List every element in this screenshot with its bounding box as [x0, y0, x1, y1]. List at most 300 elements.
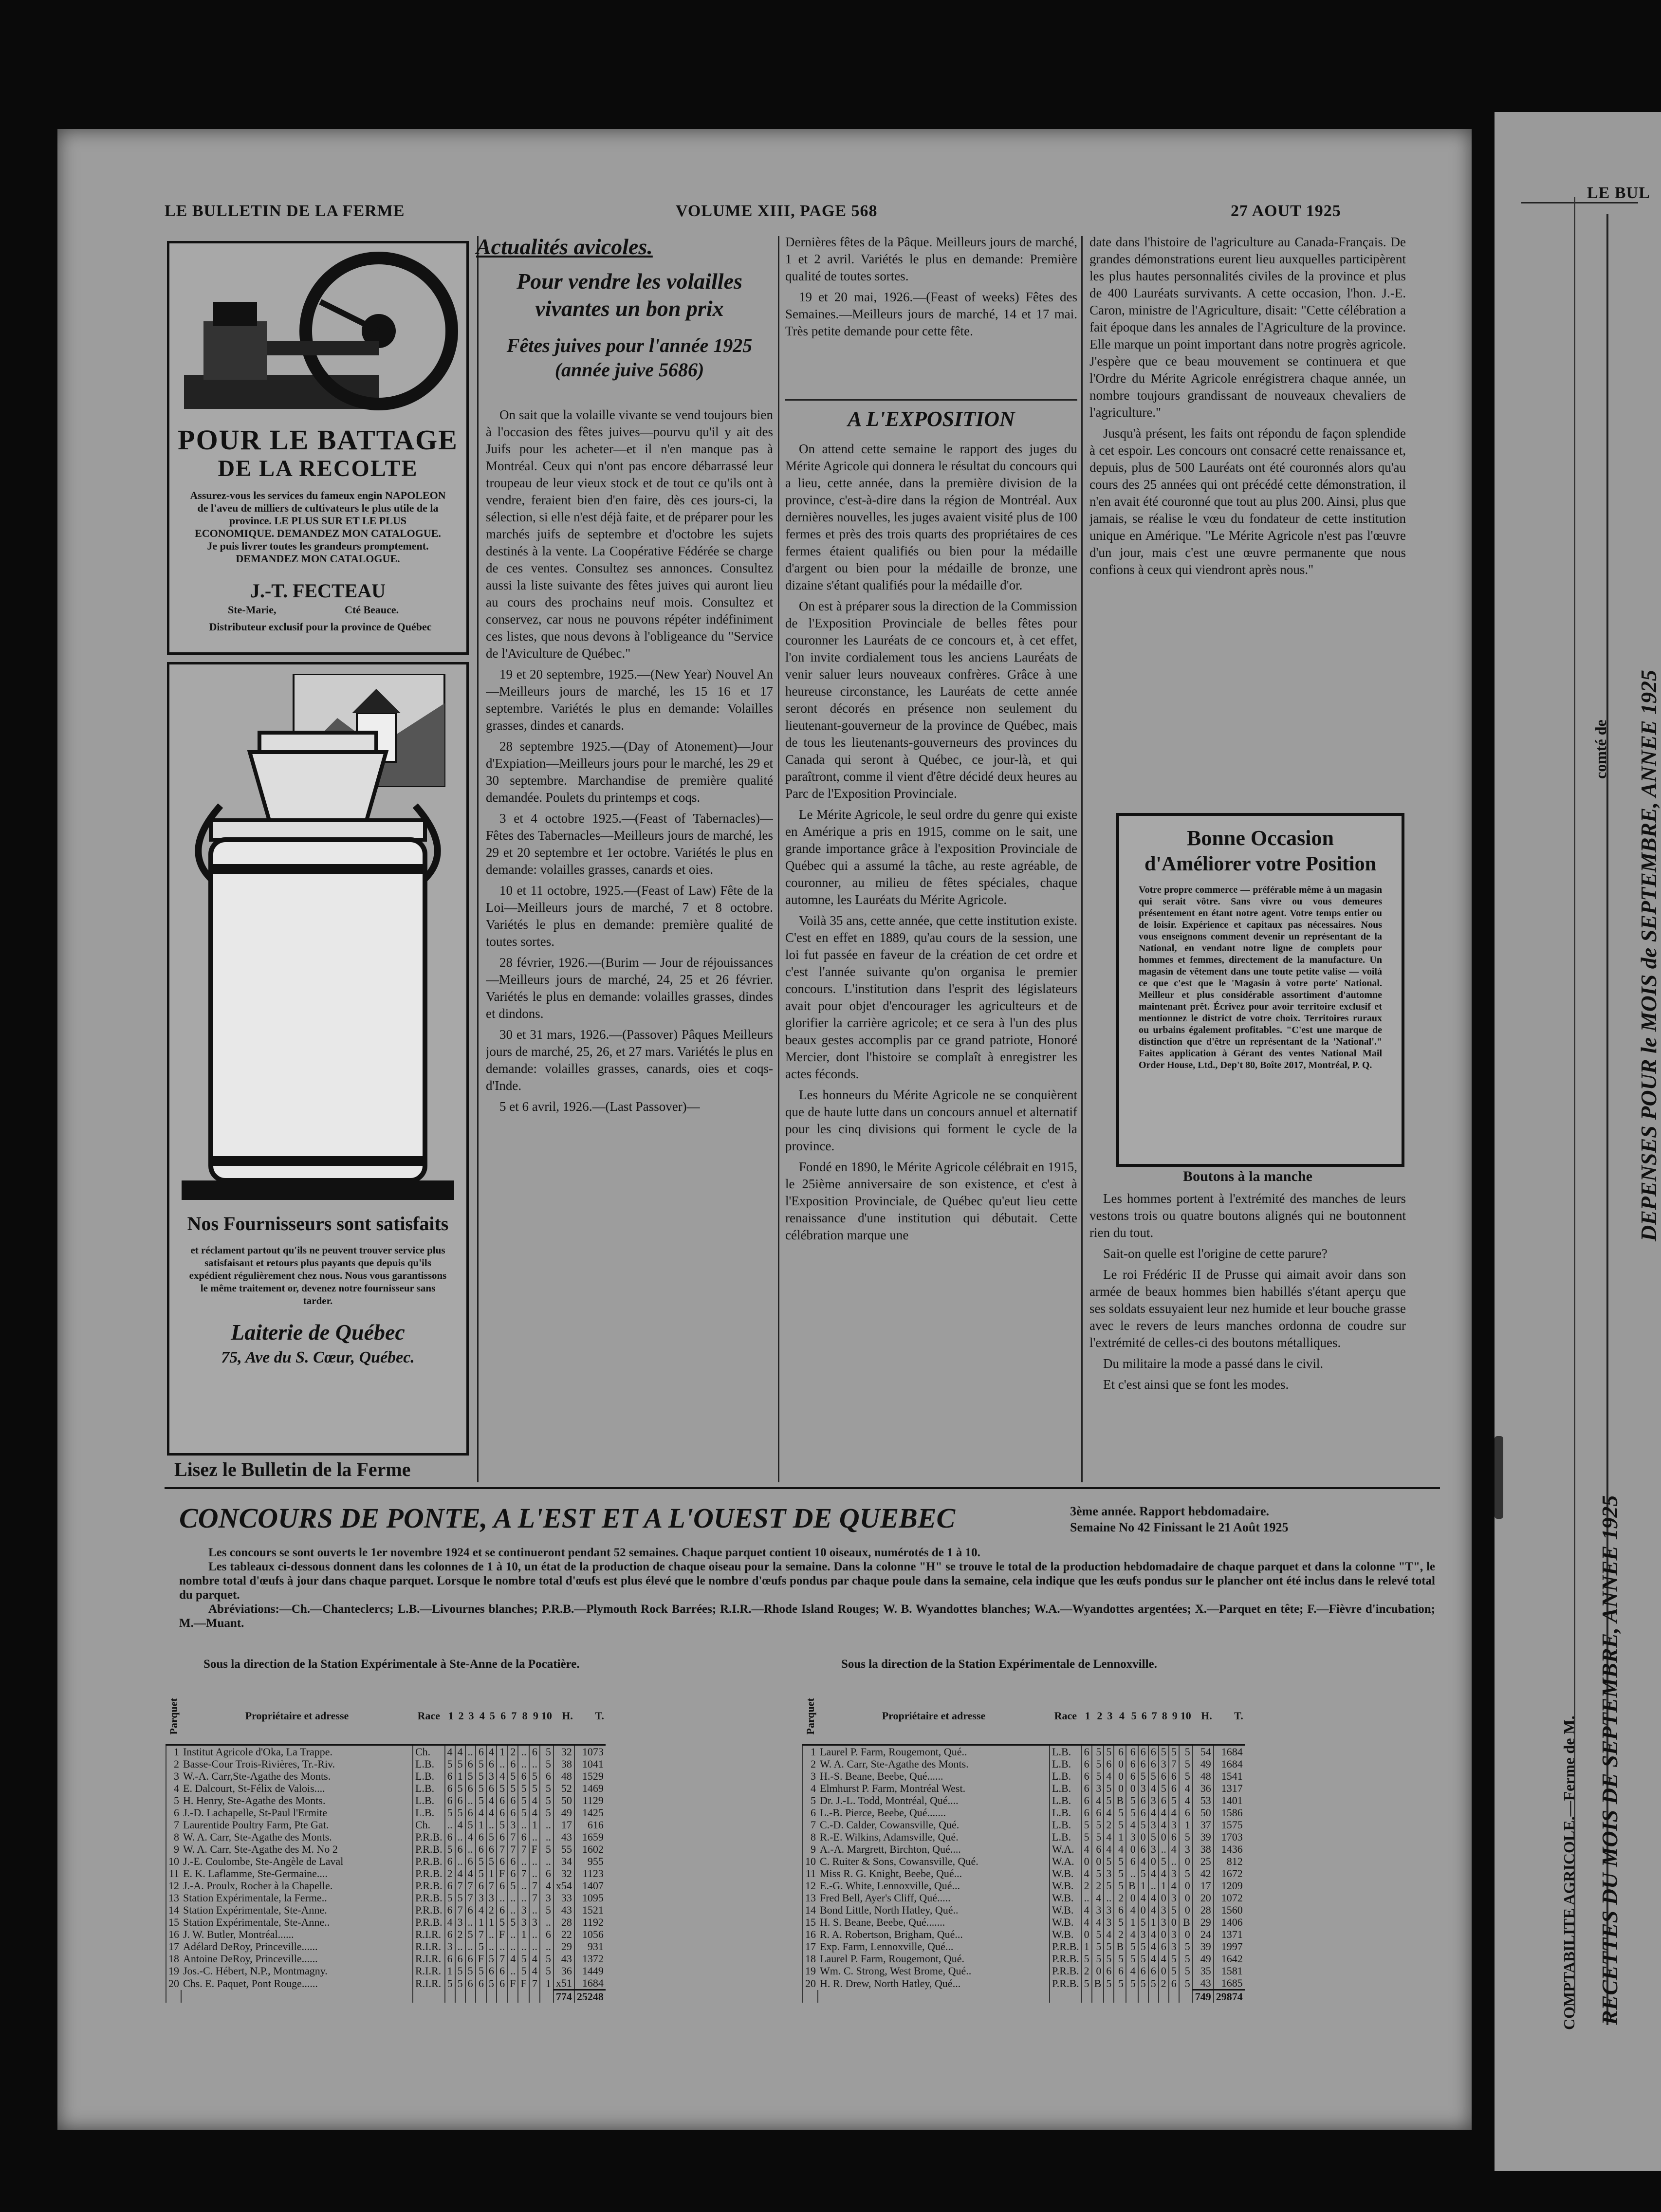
table-cell: 1: [1126, 1916, 1138, 1928]
table-header: 10: [540, 1687, 554, 1745]
ad-occasion: [1116, 813, 1404, 1167]
table-cell: 1560: [1214, 1904, 1245, 1916]
table-cell: 1684: [574, 1977, 606, 1990]
table-cell: 6: [529, 1745, 540, 1758]
table-cell: C.-D. Calder, Cowansville, Qué.: [820, 1819, 960, 1831]
table-cell: 0: [1179, 1892, 1193, 1904]
table-row: [166, 1904, 606, 1916]
table-cell: 5: [445, 1806, 455, 1819]
table-cell: 3: [1159, 1916, 1169, 1928]
table-header: 5: [1126, 1687, 1138, 1745]
table-cell: 5: [540, 1965, 554, 1977]
table-cell: ..: [455, 1855, 465, 1867]
table-cell: 5: [1179, 1831, 1193, 1843]
concours-intro-line: Les concours se sont ouverts le 1er novembre 1924 et se continueront pendant 52 semaines. Chaque parquet contient 10 oiseaux, numérotés de 1 à 10.: [208, 1546, 980, 1559]
table-cell: 5: [445, 1892, 455, 1904]
table-cell: 5: [1126, 1940, 1138, 1953]
table-cell: 5: [1159, 1855, 1169, 1867]
table-cell: 4: [1148, 1904, 1159, 1916]
article2-continued-paragraph: date dans l'histoire de l'agriculture au Canada-Français. De grandes démonstrations eurent lieu auxquelles participèrent les plus hautes personnalités civiles de la province et plus de 400 Lauréats survivants. A cette occasion, l'hon. J.-E. Caron, ministre de l'Agriculture, disait: "Cette célébration a fait époque dans les annales de l'Agriculture de la province. Elle marque un point important dans notre progrès agricole. J'espère que ce beau mouvement se continuera et que l'Ordre du Mérite Agricole enrégistrera chaque année, un nombre toujours grandissant de nouveaux chevaliers de l'agriculture.": [1089, 235, 1406, 420]
table-cell: 10: [803, 1855, 818, 1867]
table-cell: 1401: [1214, 1794, 1245, 1806]
table-cell: 7: [465, 1892, 476, 1904]
table-cell: 3: [1169, 1928, 1179, 1940]
table-cell: 6: [1169, 1782, 1179, 1794]
table-cell: 5: [540, 1843, 554, 1855]
table-cell: 4: [1169, 1880, 1179, 1892]
table-header: 6: [497, 1687, 507, 1745]
table-cell: 5: [1138, 1916, 1148, 1928]
table-cell: 2: [507, 1745, 518, 1758]
table-cell: [1169, 1990, 1179, 2003]
table-cell: 0: [1148, 1855, 1159, 1867]
table-cell: [540, 1990, 554, 2003]
table-cell: 9: [803, 1843, 818, 1855]
left-direction: Sous la direction de la Station Expérimentale à Ste-Anne de la Pocatière.: [203, 1658, 580, 1671]
ad-battage-city: Ste-Marie,: [228, 604, 277, 616]
table-cell: 6: [540, 1770, 554, 1782]
ad-laiterie: [167, 662, 469, 1456]
table-cell: L.B.: [413, 1794, 445, 1806]
table-cell: 4: [445, 1916, 455, 1928]
table-cell: 6: [1169, 1977, 1179, 1990]
table-cell: 4: [1092, 1794, 1104, 1806]
table-cell: 5: [1104, 1940, 1114, 1953]
table-cell: 5: [1179, 1940, 1193, 1953]
table-cell: 0: [1169, 1916, 1179, 1928]
table-cell: 6: [1126, 1770, 1138, 1782]
ad-laiterie-address: 75, Ave du S. Cœur, Québec.: [221, 1348, 415, 1366]
table-cell: ..: [540, 1855, 554, 1867]
table-cell: 4: [1148, 1806, 1159, 1819]
table-cell: [518, 1990, 529, 2003]
article1-title: Pour vendre les volailles vivantes un bon prix: [517, 269, 742, 321]
table-cell: 32: [554, 1867, 574, 1880]
table-cell: 1684: [1214, 1758, 1245, 1770]
table-cell: L.B.: [1050, 1782, 1082, 1794]
table-cell: H.-S. Beane, Beebe, Qué......: [820, 1770, 943, 1782]
table-cell: 5: [1169, 1965, 1179, 1977]
article2-paragraph: On attend cette semaine le rapport des juges du Mérite Agricole qui donnera le résultat du concours qui a lieu, cette année, dans la première division de la province, c'est-à-dire dans la région de Montréal. Aux dernières nouvelles, les juges avaient visité plus de 100 fermes et près des trois quarts des propriétaires de ces fermes étaient qualifiés ou bien pour la médaille d'argent ou bien pour la médaille de bronze, une dizaine s'étant qualifiés pour la médaille d'or.: [785, 442, 1077, 592]
table-cell: B: [1126, 1880, 1138, 1892]
table-cell: 5: [1179, 1953, 1193, 1965]
table-cell: P.R.B.: [1050, 1977, 1082, 1990]
adjacent-page-header: LE BUL: [1587, 184, 1650, 202]
table-cell: 1: [540, 1977, 554, 1990]
table-cell: 4: [1159, 1819, 1169, 1831]
table-cell: 5: [1114, 1806, 1126, 1819]
table-cell: 6: [1138, 1758, 1148, 1770]
table-cell: 6: [1138, 1806, 1148, 1819]
table-cell: ..: [518, 1745, 529, 1758]
table-cell: 5: [518, 1965, 529, 1977]
table-cell: 24: [1193, 1928, 1214, 1940]
table-cell: 33: [554, 1892, 574, 1904]
table-cell: 49: [554, 1806, 574, 1819]
table-cell: 7: [507, 1843, 518, 1855]
table-cell: 6: [445, 1880, 455, 1892]
ad-battage: [167, 241, 469, 655]
table-row: [166, 1940, 606, 1953]
table-cell: B: [1179, 1916, 1193, 1928]
table-cell: 7: [476, 1928, 486, 1940]
table-cell: W.A.: [1050, 1855, 1082, 1867]
table-cell: P.R.B.: [1050, 1965, 1082, 1977]
table-cell: 1: [1179, 1819, 1193, 1831]
table-row: [803, 1916, 1245, 1928]
table-cell: 5: [803, 1794, 818, 1806]
table-cell: 6: [497, 1977, 507, 1990]
table-cell: 7: [465, 1880, 476, 1892]
table-cell: ..: [1104, 1892, 1114, 1904]
table-cell: 6: [445, 1904, 455, 1916]
table-cell: 5: [540, 1806, 554, 1819]
table-cell: 5: [1092, 1940, 1104, 1953]
table-cell: 32: [554, 1745, 574, 1758]
table-cell: 5: [507, 1880, 518, 1892]
newspaper-page: [57, 129, 1472, 2130]
table-cell: W.A.: [1050, 1843, 1082, 1855]
table-row: [803, 1904, 1245, 1916]
table-cell: 43: [554, 1953, 574, 1965]
total-cell: 29874: [1214, 1990, 1245, 2003]
article2-title: A L'EXPOSITION: [848, 407, 1015, 431]
table-cell: W.B.: [1050, 1916, 1082, 1928]
table-cell: 4: [507, 1953, 518, 1965]
table-cell: 4: [1104, 1770, 1114, 1782]
table-cell: 48: [554, 1770, 574, 1782]
table-cell: L.B.: [413, 1770, 445, 1782]
ad-battage-headline1: POUR LE BATTAGE: [178, 424, 458, 456]
table-cell: 5: [1114, 1916, 1126, 1928]
column-rule-1: [477, 236, 479, 1482]
table-cell: 1: [1082, 1940, 1092, 1953]
table-cell: 4: [529, 1794, 540, 1806]
table-cell: 0: [1179, 1928, 1193, 1940]
table-cell: 5: [518, 1794, 529, 1806]
table-cell: J.-D. Lachapelle, St-Paul l'Ermite: [183, 1806, 327, 1819]
table-cell: ..: [540, 1831, 554, 1843]
table-cell: 48: [1193, 1770, 1214, 1782]
table-cell: ..: [518, 1758, 529, 1770]
table-cell: R.I.R.: [413, 1977, 445, 1990]
table-header: Race: [1050, 1687, 1082, 1745]
concours-meta2: Semaine No 42 Finissant le 21 Août 1925: [1070, 1520, 1289, 1534]
table-cell: F: [497, 1867, 507, 1880]
table-cell: F: [497, 1928, 507, 1940]
table-cell: 4: [465, 1867, 476, 1880]
table-cell: 5: [1138, 1977, 1148, 1990]
table-cell: 1056: [574, 1928, 606, 1940]
article2-paragraph: Voilà 35 ans, cette année, que cette institution existe. C'est en effet en 1889, qu'au cours de la session, une loi fut passée en faveur de la création de cet ordre et c'est l'année suivante qu'on organisa le premier concours. L'institution dans l'esprit des législateurs avait pour objet d'encourager les agriculteurs et de glorifier la carrière agricole; et ce sera à l'un des plus beaux gestes accomplis par ce grand patriote, Honoré Mercier, dont l'histoire se complaît à enregistrer les actes féconds.: [785, 913, 1077, 1081]
table-cell: B: [1114, 1940, 1126, 1953]
table-cell: 8: [166, 1831, 181, 1843]
table-cell: 49: [1193, 1953, 1214, 1965]
table-cell: 4: [540, 1880, 554, 1892]
table-cell: 4: [529, 1953, 540, 1965]
table-cell: 6: [507, 1855, 518, 1867]
table-cell: 0: [1126, 1892, 1138, 1904]
binding-clip: [1495, 1436, 1503, 1519]
table-cell: 5: [1092, 1758, 1104, 1770]
table-cell: 1073: [574, 1745, 606, 1758]
table-cell: 5: [1126, 1977, 1138, 1990]
table-cell: 35: [1193, 1965, 1214, 1977]
article2-paragraph: On est à préparer sous la direction de la Commission de l'Exposition Provinciale de belles fêtes pour couronner les Lauréats de ce concours et, à cet effet, l'on invite cordialement tous les anciens Lauréats de venir saluer leurs nouveaux confrères. Grâce à une heureuse circonstance, les Lauréats de cette année seront décorés en présence non seulement du lieutenant-gouverneur de la province de Québec, mais de tous les lieutenants-gouverneurs des provinces du Canada qui seront à Québec, ce jour-là, et qui paraîtront, comme il vient d'être décidé deux heures au Parc de l'Exposition Provinciale.: [785, 599, 1077, 801]
table-cell: Fred Bell, Ayer's Cliff, Qué.....: [820, 1892, 951, 1904]
table-cell: 1: [1159, 1880, 1169, 1892]
right-table-wrap: [802, 1687, 1455, 2003]
table-cell: Antoine DeRoy, Princeville......: [183, 1953, 318, 1965]
table-cell: 0: [1138, 1904, 1148, 1916]
table-cell: 43: [1193, 1977, 1214, 1990]
table-cell: 0: [1092, 1965, 1104, 1977]
table-cell: 7: [518, 1867, 529, 1880]
table-cell: 4: [455, 1819, 465, 1831]
table-cell: 6: [1104, 1965, 1114, 1977]
left-table-wrap: [166, 1687, 808, 2003]
table-cell: 4: [1179, 1794, 1193, 1806]
table-cell: 17: [166, 1940, 181, 1953]
table-cell: L.B.: [413, 1782, 445, 1794]
table-cell: 5: [1126, 1953, 1138, 1965]
table-cell: 4: [529, 1965, 540, 1977]
table-cell: H. Henry, Ste-Agathe des Monts.: [183, 1794, 326, 1806]
ad-laiterie-name: Laiterie de Québec: [231, 1320, 405, 1345]
table-cell: 8: [803, 1831, 818, 1843]
table-cell: 5: [166, 1794, 181, 1806]
table-cell: 5: [1092, 1953, 1104, 1965]
table-header: 9: [1169, 1687, 1179, 1745]
table-cell: 6: [476, 1880, 486, 1892]
table-header: Race: [413, 1687, 445, 1745]
table-cell: 5: [529, 1782, 540, 1794]
table-cell: 1: [455, 1770, 465, 1782]
table-cell: 3: [507, 1819, 518, 1831]
table-cell: 1095: [574, 1892, 606, 1904]
table-header: 4: [476, 1687, 486, 1745]
article2-rule: [785, 399, 1077, 401]
table-cell: 1581: [1214, 1965, 1245, 1977]
article1-paragraph: 3 et 4 octobre 1925.—(Feast of Tabernacles)—Fêtes des Tabernacles—Meilleurs jours de marché, les 29 et 20 septembre et 1er octobre. Variétés le plus en demande: volailles grasses, canards et oies.: [486, 811, 773, 877]
concours-title: CONCOURS DE PONTE, A L'EST ET A L'OUEST DE QUEBEC: [179, 1502, 956, 1534]
table-cell: ..: [540, 1819, 554, 1831]
table-cell: 6: [497, 1794, 507, 1806]
table-cell: 1041: [574, 1758, 606, 1770]
table-cell: 5: [540, 1782, 554, 1794]
table-cell: Bond Little, North Hatley, Qué..: [820, 1904, 959, 1916]
table-cell: 19: [166, 1965, 181, 1977]
ad-battage-distrib: Distributeur exclusif pour la province de Québec: [209, 621, 432, 633]
table-cell: C. Ruiter & Sons, Cowansville, Qué.: [820, 1855, 978, 1867]
table-cell: 6: [1092, 1806, 1104, 1819]
article3-paragraph: Les hommes portent à l'extrémité des manches de leurs vestons trois ou quatre boutons alignés qui ne boutonnent rien du tout.: [1089, 1191, 1406, 1240]
table-cell: 5: [1169, 1745, 1179, 1758]
table-cell: 0: [1126, 1782, 1138, 1794]
table-cell: 1371: [1214, 1928, 1245, 1940]
article3-paragraph: Le roi Frédéric II de Prusse qui aimait avoir dans son armée de beaux hommes bien habillés s'étant aperçu que ses soldats essuyaient leur nez humide et leur bouche grasse avec le revers de leurs manches ordonna de coudre sur l'extrémité de celles-ci des boutons métalliques.: [1089, 1267, 1406, 1350]
table-cell: 1642: [1214, 1953, 1245, 1965]
table-cell: 5: [465, 1770, 476, 1782]
table-cell: 7: [1169, 1758, 1179, 1770]
table-cell: 5: [465, 1819, 476, 1831]
table-cell: 4: [1092, 1892, 1104, 1904]
table-cell: 5: [1104, 1855, 1114, 1867]
table-cell: 4: [1104, 1831, 1114, 1843]
table-header: 2: [455, 1687, 465, 1745]
table-cell: 6: [1114, 1745, 1126, 1758]
table-cell: 3: [1169, 1892, 1179, 1904]
table-cell: 5: [476, 1794, 486, 1806]
table-cell: 7: [518, 1843, 529, 1855]
table-cell: 6: [497, 1806, 507, 1819]
table-row: [166, 1916, 606, 1928]
table-cell: x54: [554, 1880, 574, 1892]
table-cell: W.B.: [1050, 1880, 1082, 1892]
table-cell: 49: [1193, 1758, 1214, 1770]
table-cell: 6: [540, 1928, 554, 1940]
table-cell: 7: [529, 1892, 540, 1904]
table-cell: 6: [1148, 1965, 1159, 1977]
table-cell: ..: [445, 1819, 455, 1831]
table-cell: Dr. J.-L. Todd, Montréal, Qué....: [820, 1794, 959, 1806]
concours-top-rule: [165, 1487, 1440, 1489]
table-cell: 3: [1159, 1904, 1169, 1916]
table-cell: E. K. Laflamme, Ste-Germaine....: [183, 1867, 328, 1880]
table-cell: 6: [497, 1965, 507, 1977]
table-cell: Elmhurst P. Farm, Montréal West.: [820, 1782, 966, 1794]
table-cell: 50: [1193, 1806, 1214, 1819]
table-cell: 5: [1179, 1867, 1193, 1880]
table-cell: 6: [445, 1782, 455, 1794]
table-header: 4: [1114, 1687, 1126, 1745]
table-header: 1: [1082, 1687, 1092, 1745]
table-row: [803, 1782, 1245, 1794]
milk-can-illustration: [182, 674, 454, 1200]
table-cell: 4: [529, 1806, 540, 1819]
table-cell: L.B.: [1050, 1806, 1082, 1819]
table-cell: 3: [1169, 1819, 1179, 1831]
table-cell: [445, 1990, 455, 2003]
table-cell: ..: [1148, 1880, 1159, 1892]
table-cell: 6: [1169, 1770, 1179, 1782]
table-cell: 5: [1138, 1953, 1148, 1965]
table-cell: 6: [1138, 1965, 1148, 1977]
table-cell: 5: [1169, 1904, 1179, 1916]
table-cell: 1602: [574, 1843, 606, 1855]
table-cell: 7: [529, 1880, 540, 1892]
table-cell: 1: [518, 1928, 529, 1940]
table-cell: [1114, 1990, 1126, 2003]
table-cell: 3: [1104, 1904, 1114, 1916]
table-header: 8: [1159, 1687, 1169, 1745]
table-cell: 1317: [1214, 1782, 1245, 1794]
article3-paragraph: Sait-on quelle est l'origine de cette parure?: [1103, 1246, 1328, 1261]
table-cell: 931: [574, 1940, 606, 1953]
table-cell: 1129: [574, 1794, 606, 1806]
table-cell: ..: [455, 1831, 465, 1843]
table-cell: 616: [574, 1819, 606, 1831]
table-cell: 5: [476, 1940, 486, 1953]
table-row: [166, 1758, 606, 1770]
table-cell: 0: [1179, 1855, 1193, 1867]
concours-intro-line: Les tableaux ci-dessous donnent dans les colonnes de 1 à 10, un état de la production de chaque oiseau pour la semaine. Dans la colonne "H" se trouve le total de la production hebdomadaire de chaque parquet et dans la colonne "T", le nombre total d'œufs à jour dans chaque parquet. Lorsque le nombre total d'œufs est plus élevé que le nombre d'œufs pondus par chaque poule dans la semaine, cela indique que les œufs pondus sur le plancher ont été inclus dans le relevé total du parquet.: [179, 1560, 1435, 1602]
table-cell: 6: [455, 1843, 465, 1855]
table-cell: 4: [1169, 1843, 1179, 1855]
table-cell: ..: [465, 1843, 476, 1855]
table-cell: 5: [497, 1819, 507, 1831]
table-cell: [803, 1990, 818, 2003]
table-cell: 1529: [574, 1770, 606, 1782]
table-cell: 3: [803, 1770, 818, 1782]
table-cell: 6: [476, 1843, 486, 1855]
table-cell: 7: [529, 1977, 540, 1990]
table-cell: 5: [1092, 1867, 1104, 1880]
table-cell: 5: [507, 1770, 518, 1782]
table-cell: ..: [497, 1758, 507, 1770]
table-cell: 5: [465, 1965, 476, 1977]
table-cell: 6: [1179, 1806, 1193, 1819]
table-row: [166, 1806, 606, 1819]
table-cell: 5: [529, 1770, 540, 1782]
table-cell: 20: [1193, 1892, 1214, 1904]
table-row: [166, 1831, 606, 1843]
table-cell: R.I.R.: [413, 1953, 445, 1965]
table-cell: 5: [476, 1867, 486, 1880]
table-cell: 0: [1114, 1782, 1126, 1794]
table-cell: 1575: [1214, 1819, 1245, 1831]
table-cell: 5: [476, 1855, 486, 1867]
ad-occasion-headline2: d'Améliorer votre Position: [1144, 853, 1376, 875]
table-cell: 22: [554, 1928, 574, 1940]
table-cell: 5: [540, 1794, 554, 1806]
total-cell: 749: [1193, 1990, 1214, 2003]
table-cell: Ch.: [413, 1745, 445, 1758]
table-cell: 4: [1082, 1904, 1092, 1916]
table-cell: 4: [1159, 1806, 1169, 1819]
table-cell: Basse-Cour Trois-Rivières, Tr.-Riv.: [183, 1758, 335, 1770]
table-cell: 6: [507, 1794, 518, 1806]
table-cell: 3: [1092, 1782, 1104, 1794]
table-cell: ..: [529, 1928, 540, 1940]
table-cell: P.R.B.: [1050, 1940, 1082, 1953]
table-cell: 38: [554, 1758, 574, 1770]
table-cell: 0: [1179, 1880, 1193, 1892]
table-cell: 3: [166, 1770, 181, 1782]
table-cell: 7: [803, 1819, 818, 1831]
table-cell: 5: [1082, 1819, 1092, 1831]
table-cell: 5: [1114, 1819, 1126, 1831]
article2-continued: [1089, 234, 1406, 806]
table-cell: 6: [465, 1977, 476, 1990]
table-cell: Laurentide Poultry Farm, Pte Gat.: [183, 1819, 329, 1831]
table-header: H.: [1193, 1687, 1214, 1745]
table-cell: 3: [1104, 1916, 1114, 1928]
ad-battage-headline2: DE LA RECOLTE: [218, 456, 418, 481]
table-cell: Station Expérimentale, la Ferme..: [183, 1892, 327, 1904]
table-cell: 1: [166, 1745, 181, 1758]
table-cell: 5: [1092, 1831, 1104, 1843]
table-cell: [1138, 1990, 1148, 2003]
table-cell: 6: [1126, 1745, 1138, 1758]
table-cell: Exp. Farm, Lennoxville, Qué...: [820, 1940, 954, 1953]
table-cell: 0: [1138, 1831, 1148, 1843]
article1-continued-paragraph: 19 et 20 mai, 1926.—(Feast of weeks) Fêtes des Semaines.—Meilleurs jours de marché, 14 et 17 mai. Très petite demande pour cette fête.: [785, 290, 1077, 338]
concours-intro: [179, 1546, 1435, 1630]
table-cell: Miss R. G. Knight, Beebe, Qué...: [820, 1867, 962, 1880]
table-row: [803, 1892, 1245, 1904]
article1-paragraph: 28 février, 1926.—(Burim — Jour de réjouissances—Meilleurs jours de marché, 24, 25 et 26 février. Variétés le plus en demande: volailles grasses, dindes et dindons.: [486, 955, 773, 1021]
